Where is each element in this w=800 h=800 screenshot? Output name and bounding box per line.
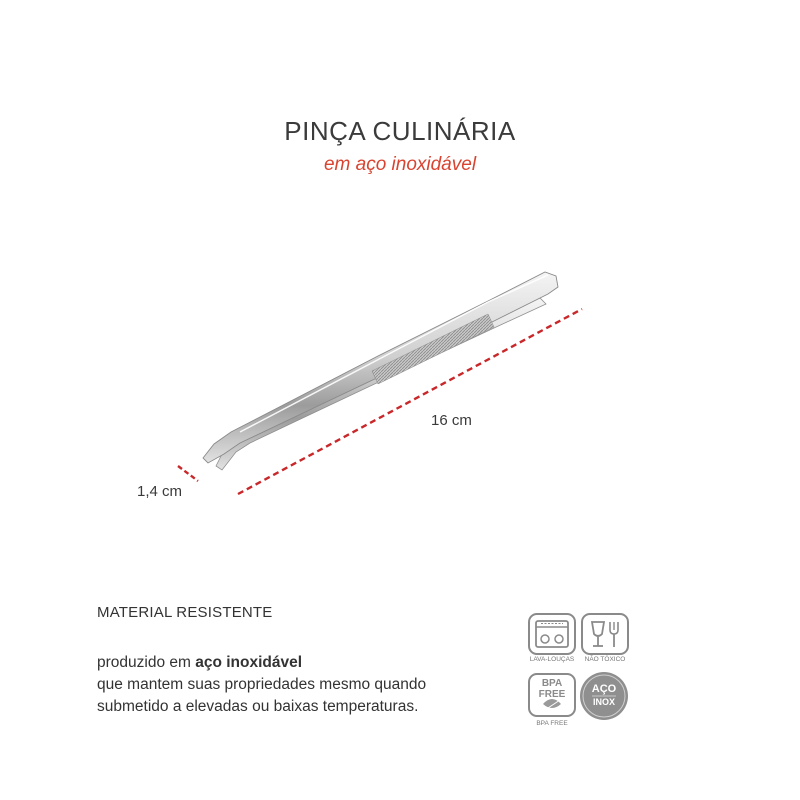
description (97, 652, 426, 718)
description-line-1 (97, 652, 426, 674)
non-toxic-label: NÃO TÓXICO (584, 656, 626, 663)
stainless-steel-badge (578, 670, 630, 722)
dishwasher-label: LAVA-LOUÇAS (529, 656, 575, 663)
length-label: 16 cm (431, 412, 472, 429)
steel-text-1: AÇO (591, 683, 617, 695)
steel-text-2: INOX (592, 697, 615, 707)
page-title: PINÇA CULINÁRIA (284, 116, 516, 146)
page-subtitle: em aço inoxidável (323, 154, 477, 175)
non-toxic-badge (580, 612, 630, 664)
description-line-2: que mantem suas propriedades mesmo quando (97, 676, 427, 693)
dishwasher-badge (527, 612, 577, 664)
tweezers-lower-arm (216, 298, 546, 470)
description-prefix: produzido em (97, 654, 196, 671)
width-dimension-line (178, 466, 198, 481)
width-label: 1,4 cm (137, 483, 183, 500)
bpa-text-2: FREE (538, 689, 566, 700)
description-line-3: submetido a elevadas ou baixas temperaturas. (97, 698, 419, 715)
bpa-free-label: BPA FREE (536, 720, 568, 727)
description-bold: aço inoxidável (195, 654, 303, 671)
bpa-free-badge (527, 672, 577, 728)
section-title: MATERIAL RESISTENTE (97, 604, 273, 621)
bpa-text-1: BPA (541, 678, 563, 689)
tweezers-grip (372, 314, 494, 384)
stainless-steel-icon (578, 670, 630, 722)
